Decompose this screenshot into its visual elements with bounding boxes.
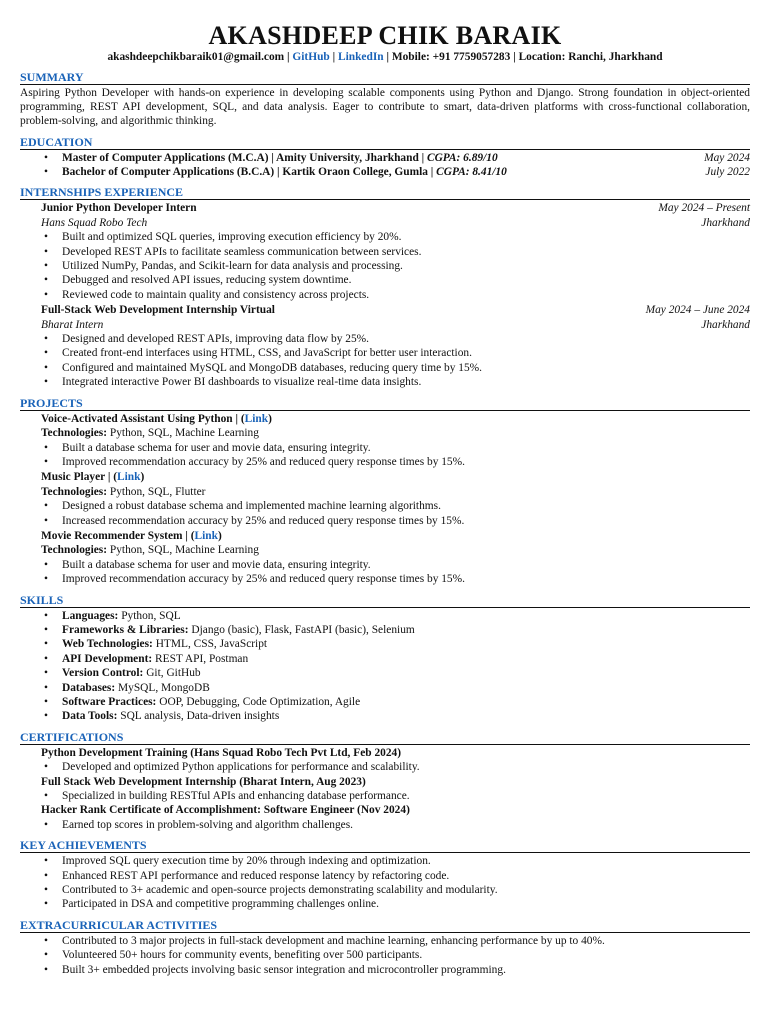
resume-page <box>20 22 750 977</box>
project-entry: Music Player | (Link) Technologies: Python, SQL, Flutter • Designed a robust database schema and implemented machine learning algorithms. • Increased recommendation accuracy by 25% and reduced query response times by 15%. <box>20 470 750 528</box>
tech-label: Technologies: <box>41 544 108 557</box>
list-item: • Designed and developed REST APIs, improving data flow by 25%. <box>20 332 750 346</box>
skill-value: HTML, CSS, JavaScript <box>155 638 268 651</box>
extracurricular-section <box>20 918 750 977</box>
bullet-list <box>20 818 750 832</box>
skill-value: MySQL, MongoDB <box>118 681 210 694</box>
skill-label: Software Practices: <box>62 696 157 709</box>
list-item <box>20 681 750 695</box>
list-item: • Specialized in building RESTful APIs and enhancing database performance. <box>20 789 750 803</box>
bullet-list <box>20 558 750 587</box>
skills-section <box>20 593 750 724</box>
skill-label: Frameworks & Libraries: <box>62 623 189 636</box>
list-item: • Integrated interactive Power BI dashboards to visualize real-time data insights. <box>20 375 750 389</box>
bullet-list <box>20 230 750 302</box>
project-name: Voice-Activated Assistant Using Python <box>41 412 233 425</box>
list-item: • Created front-end interfaces using HTML, CSS, and JavaScript for better user interaction. <box>20 346 750 360</box>
list-item: • Developed REST APIs to facilitate seamless communication between services. <box>20 245 750 259</box>
separator: | <box>332 51 336 63</box>
list-item <box>20 709 750 723</box>
list-item: • Enhanced REST API performance and reduced response latency by refactoring code. <box>20 869 750 883</box>
section-title: KEY ACHIEVEMENTS <box>20 838 750 853</box>
project-name: Movie Recommender System <box>41 529 183 542</box>
achievements-section <box>20 838 750 912</box>
list-item: • Contributed to 3+ academic and open-source projects demonstrating scalability and modularity. <box>20 883 750 897</box>
skills-list <box>20 609 750 724</box>
location: Location: Ranchi, Jharkhand <box>518 51 663 63</box>
date: May 2024 <box>704 151 750 164</box>
list-item: • Designed a robust database schema and implemented machine learning algorithms. <box>20 499 750 513</box>
education-section <box>20 135 750 180</box>
bullet-list <box>20 854 750 912</box>
separator: | <box>287 51 290 63</box>
dates: May 2024 – June 2024 <box>645 304 750 317</box>
list-item <box>20 695 750 709</box>
summary-text: Aspiring Python Developer with hands-on experience in developing scalable components using Python and Django. Strong foundation in object-oriented programming, REST API development, SQL, and data analysis. Eager to contribute to smart, data-driven platforms with cross-functional collaboration, problem-solving, and algorithmic thinking. <box>20 87 750 128</box>
certification-name: Full Stack Web Development Internship (Bharat Intern, Aug 2023) <box>41 775 366 788</box>
bullet-list <box>20 934 750 977</box>
summary-section <box>20 70 750 129</box>
internships-section <box>20 185 750 389</box>
list-item: • Built and optimized SQL queries, improving execution efficiency by 20%. <box>20 230 750 244</box>
list-item: • Configured and maintained MySQL and MongoDB databases, reducing query time by 15%. <box>20 361 750 375</box>
list-item: • Improved SQL query execution time by 20% through indexing and optimization. <box>20 854 750 868</box>
project-link[interactable]: Link <box>117 471 141 484</box>
bullet-list <box>20 789 750 803</box>
project-name: Music Player <box>41 471 106 484</box>
list-item <box>20 666 750 680</box>
list-item <box>20 609 750 623</box>
internship-entry <box>20 201 750 302</box>
section-title: SUMMARY <box>20 70 750 85</box>
bullet-list <box>20 441 750 470</box>
mobile: Mobile: +91 7759057283 <box>391 51 511 63</box>
skill-label: Web Technologies: <box>62 638 153 651</box>
role-title: Full-Stack Web Development Internship Virtual <box>41 304 275 317</box>
section-title: EXTRACURRICULAR ACTIVITIES <box>20 918 750 933</box>
tech-value: Python, SQL, Machine Learning <box>109 427 259 440</box>
section-title: SKILLS <box>20 593 750 608</box>
cgpa: CGPA: 6.89/10 <box>426 151 498 164</box>
section-title: PROJECTS <box>20 396 750 411</box>
skill-value: Python, SQL <box>121 609 181 622</box>
project-link[interactable]: Link <box>194 529 218 542</box>
section-title: INTERNSHIPS EXPERIENCE <box>20 185 750 200</box>
list-item: • Built a database schema for user and movie data, ensuring integrity. <box>20 441 750 455</box>
tech-value: Python, SQL, Flutter <box>109 485 206 498</box>
skill-value: Django (basic), Flask, FastAPI (basic), Selenium <box>191 623 415 636</box>
list-item: • Increased recommendation accuracy by 25% and reduced query response times by 15%. <box>20 514 750 528</box>
candidate-name: AKASHDEEP CHIK BARAIK <box>208 21 562 50</box>
tech-label: Technologies: <box>41 485 108 498</box>
skill-value: Git, GitHub <box>146 667 201 680</box>
contact-line <box>20 50 750 64</box>
list-item <box>20 652 750 666</box>
list-item: • Developed and optimized Python applications for performance and scalability. <box>20 760 750 774</box>
list-item: • Contributed to 3 major projects in full-stack development and machine learning, enhancing performance by up to 40%. <box>20 934 750 948</box>
bullet-list <box>20 332 750 390</box>
list-item <box>20 151 750 165</box>
location: Jharkhand <box>701 318 750 331</box>
certifications-section <box>20 730 750 832</box>
projects-section <box>20 396 750 587</box>
github-link[interactable]: GitHub <box>292 51 330 63</box>
list-item: • Participated in DSA and competitive programming challenges online. <box>20 897 750 911</box>
email[interactable]: akashdeepchikbaraik01@gmail.com <box>107 51 285 63</box>
list-item: • Volunteered 50+ hours for community events, benefiting over 500 participants. <box>20 948 750 962</box>
list-item: • Utilized NumPy, Pandas, and Scikit-learn for data analysis and processing. <box>20 259 750 273</box>
bullet-list <box>20 760 750 774</box>
project-entry: Voice-Activated Assistant Using Python | (Link) Technologies: Python, SQL, Machine Learning • Built a database schema for user and movie data, ensuring integrity. • Improved recommendation accuracy by 25% and reduced query response times by 15%. <box>20 412 750 470</box>
section-title: EDUCATION <box>20 135 750 150</box>
list-item: • Improved recommendation accuracy by 25% and reduced query response times by 15%. <box>20 572 750 586</box>
internship-entry <box>20 303 750 389</box>
list-item: • Debugged and resolved API issues, reducing system downtime. <box>20 273 750 287</box>
cgpa: CGPA: 8.41/10 <box>436 166 507 179</box>
tech-value: Python, SQL, Machine Learning <box>109 544 259 557</box>
company: Hans Squad Robo Tech <box>41 216 148 229</box>
certification-name: Hacker Rank Certificate of Accomplishment: Software Engineer (Nov 2024) <box>41 804 410 817</box>
list-item: • Improved recommendation accuracy by 25% and reduced query response times by 15%. <box>20 455 750 469</box>
list-item <box>20 637 750 651</box>
skill-label: Languages: <box>62 609 119 622</box>
list-item <box>20 165 750 179</box>
list-item: • Reviewed code to maintain quality and consistency across projects. <box>20 288 750 302</box>
education-list <box>20 151 750 180</box>
role-title: Junior Python Developer Intern <box>41 202 197 215</box>
degree: Bachelor of Computer Applications (B.C.A) | Kartik Oraon College, Gumla | <box>62 166 437 179</box>
section-title: CERTIFICATIONS <box>20 730 750 745</box>
degree: Master of Computer Applications (M.C.A) | Amity University, Jharkhand | <box>62 151 427 164</box>
dates: May 2024 – Present <box>658 202 750 215</box>
bullet-list <box>20 499 750 528</box>
list-item: • Built 3+ embedded projects involving basic sensor integration and microcontroller programming. <box>20 963 750 977</box>
list-item: • Built a database schema for user and movie data, ensuring integrity. <box>20 558 750 572</box>
certification-name: Python Development Training (Hans Squad Robo Tech Pvt Ltd, Feb 2024) <box>41 746 402 759</box>
separator: | <box>513 51 516 63</box>
company: Bharat Intern <box>41 318 104 331</box>
date: July 2022 <box>705 166 750 179</box>
project-link[interactable]: Link <box>244 412 269 425</box>
skill-label: Data Tools: <box>62 710 118 723</box>
project-entry: Movie Recommender System | (Link) Technologies: Python, SQL, Machine Learning • Built a database schema for user and movie data, ensuring integrity. • Improved recommendation accuracy by 25% and reduced query response times by 15%. <box>20 529 750 587</box>
linkedin-link[interactable]: LinkedIn <box>338 51 384 63</box>
location: Jharkhand <box>701 216 750 229</box>
skill-value: OOP, Debugging, Code Optimization, Agile <box>159 696 361 709</box>
list-item <box>20 623 750 637</box>
skill-value: SQL analysis, Data-driven insights <box>120 710 280 723</box>
skill-label: Version Control: <box>62 667 144 680</box>
skill-value: REST API, Postman <box>155 652 249 665</box>
separator: | <box>386 51 389 63</box>
skill-label: API Development: <box>62 652 153 665</box>
list-item: • Earned top scores in problem-solving and algorithm challenges. <box>20 818 750 832</box>
skill-label: Databases: <box>62 681 116 694</box>
tech-label: Technologies: <box>41 427 108 440</box>
